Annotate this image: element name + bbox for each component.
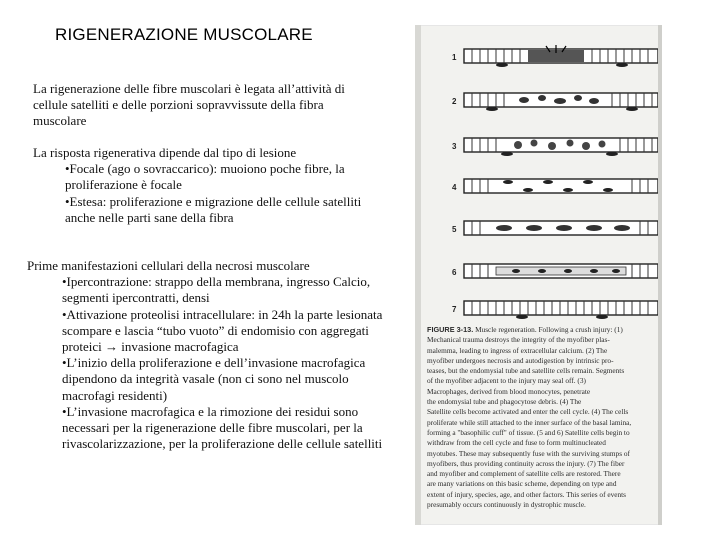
intro-line: cellule satelliti e delle porzioni sopravvissute della fibra bbox=[33, 97, 324, 113]
caption-line: proliferate while still attached to the inner surface of the basal lamina, bbox=[427, 417, 632, 427]
lesion-line: anche nelle parti sane della fibra bbox=[65, 209, 234, 225]
fiber-diagram-3 bbox=[462, 134, 660, 156]
intro-paragraph bbox=[33, 81, 393, 130]
caption-line: Macrophages, derived from blood monocytes, penetrate bbox=[427, 386, 591, 396]
necrosis-item-macrophage bbox=[27, 404, 412, 453]
caption-label: FIGURE 3-13. bbox=[427, 325, 474, 334]
necrosis-line: segmenti ipercontratti, densi bbox=[62, 290, 210, 306]
caption-line: Satellite cells become activated and enter the cell cycle. (4) The cells bbox=[427, 407, 629, 417]
caption-line: the endomysial tube and phagocytose debris. (4) The bbox=[427, 397, 582, 407]
necrosis-item-hypercontraction bbox=[27, 274, 412, 306]
fiber-diagram-4 bbox=[462, 175, 660, 197]
caption-line: are many variations on this basic scheme, depending on type and bbox=[427, 479, 617, 489]
necrosis-line: rivascolarizzazione, per la proliferazione delle cellule satelliti bbox=[62, 436, 383, 452]
necrosis-line: •L’inizio della proliferazione e dell’invasione macrofagica bbox=[62, 355, 366, 371]
fiber-diagram-5 bbox=[462, 217, 660, 239]
fiber-diagram-2 bbox=[462, 89, 660, 111]
caption-line: extent of injury, species, age, and other factors. This series of events bbox=[427, 489, 626, 499]
panel-number: 7 bbox=[452, 305, 457, 314]
lesion-line: proliferazione è focale bbox=[65, 177, 182, 193]
necrosis-line: proteici → invasione macrofagica bbox=[62, 339, 239, 355]
necrosis-line: macrofagi residenti) bbox=[62, 387, 168, 403]
lesion-line: •Estesa: proliferazione e migrazione delle cellule satelliti bbox=[65, 193, 362, 209]
necrosis-item-vascular bbox=[27, 355, 412, 404]
necrosis-line: necessari per la rigenerazione delle fibre muscolari, per la bbox=[62, 420, 363, 436]
figure-caption bbox=[427, 325, 659, 510]
lesion-line: •Focale (ago o sovraccarico): muoiono poche fibre, la bbox=[65, 161, 345, 177]
figure-scan-edge bbox=[415, 25, 421, 525]
panel-number: 6 bbox=[452, 268, 457, 277]
panel-number: 1 bbox=[452, 53, 457, 62]
necrosis-line: dipendono da integrità vasale (non ci sono nel muscolo bbox=[62, 371, 349, 387]
fiber-diagram-6 bbox=[462, 260, 660, 282]
necrosis-section bbox=[27, 258, 412, 452]
fiber-diagram-7 bbox=[462, 297, 660, 319]
lesion-item-extended bbox=[33, 194, 393, 226]
fiber-diagram-1 bbox=[462, 45, 660, 67]
caption-line: presumably occurs continuously in dystrophic muscle. bbox=[427, 500, 586, 510]
caption-line: myofibers, thus providing continuity across the injury. (7) The fiber bbox=[427, 458, 625, 468]
panel-number: 2 bbox=[452, 97, 457, 106]
figure-scan-edge-right bbox=[658, 25, 662, 525]
lesion-section bbox=[33, 145, 393, 226]
slide-title: RIGENERAZIONE MUSCOLARE bbox=[55, 25, 313, 44]
intro-line: muscolare bbox=[33, 113, 87, 129]
caption-line: of the myofiber adjacent to the injury may seal off. (3) bbox=[427, 376, 586, 386]
necrosis-heading: Prime manifestazioni cellulari della necrosi muscolare bbox=[27, 258, 310, 273]
panel-number: 3 bbox=[452, 142, 457, 151]
necrosis-line: •Ipercontrazione: strappo della membrana, ingresso Calcio, bbox=[62, 274, 371, 290]
caption-line: forming a "basophilic cuff" of tissue. (5 and 6) Satellite cells begin to bbox=[427, 427, 630, 437]
caption-line: and myofiber and complement of satellite cells are restored. There bbox=[427, 469, 621, 479]
necrosis-line: •Attivazione proteolisi intracellulare: in 24h la parte lesionata bbox=[62, 306, 383, 322]
caption-line: Mechanical trauma destroys the integrity of the myofiber plas- bbox=[427, 335, 610, 345]
necrosis-item-proteolysis bbox=[27, 307, 412, 356]
lesion-item-focal bbox=[33, 161, 393, 193]
intro-line: La rigenerazione delle fibre muscolari è legata all’attività di bbox=[33, 81, 345, 96]
muscle-regeneration-figure bbox=[415, 25, 662, 525]
caption-line: malemma, leading to ingress of extracellular calcium. (2) The bbox=[427, 345, 608, 355]
caption-line: teases, but the endomysial tube and satellite cells remain. Segments bbox=[427, 366, 625, 376]
necrosis-line: scompare e lascia “tubo vuoto” di endomisio con aggregati bbox=[62, 322, 369, 338]
caption-line: myotubes. These may subsequently fuse with the surviving stumps of bbox=[427, 448, 630, 458]
caption-line: withdraw from the cell cycle and fuse to form multinucleated bbox=[427, 438, 606, 448]
lesion-heading: La risposta rigenerativa dipende dal tipo di lesione bbox=[33, 145, 297, 160]
caption-line: Muscle regeneration. Following a crush injury: (1) bbox=[475, 325, 623, 334]
caption-line: myofiber undergoes necrosis and autodigestion by intrinsic pro- bbox=[427, 355, 614, 365]
necrosis-line: •L’invasione macrofagica e la rimozione dei residui sono bbox=[62, 403, 359, 419]
panel-number: 4 bbox=[452, 183, 457, 192]
panel-number: 5 bbox=[452, 225, 457, 234]
